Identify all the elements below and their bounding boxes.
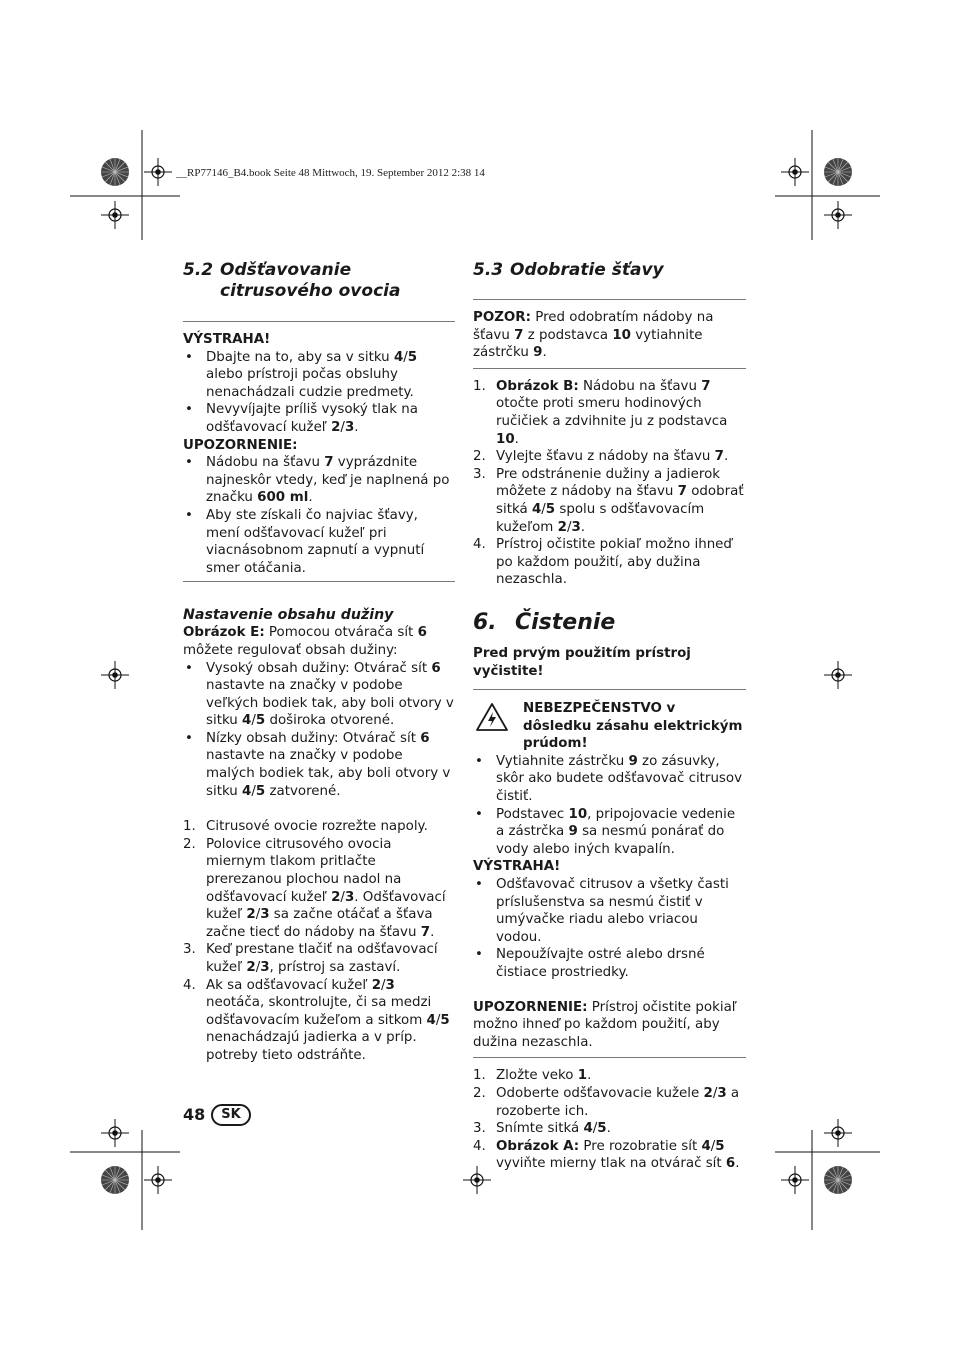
- section-6-heading: 6. Čistenie: [473, 609, 616, 635]
- list-item: • Dbajte na to, aby sa v sitku 4/5 alebo prístroji počas obsluhy nenachádzali cudzie predmety.: [183, 349, 455, 402]
- section-5-2-heading: 5.2 Odšťavovanie citrusového ovocia: [183, 260, 401, 301]
- list-item: 3. Pre odstránenie dužiny a jadierok môžete z nádoby na šťavu 7 odobrať sitká 4/5 spolu s odšťavovacím kužeľom 2/3.: [473, 466, 744, 535]
- list-item: • Aby ste získali čo najviac šťavy, mení odšťavovací kužeľ pri viacnásobnom zapnutí a vypnutí smer otáčania.: [183, 507, 455, 577]
- divider: [473, 689, 746, 690]
- left-column: [183, 258, 455, 1065]
- page-number: 48: [183, 1105, 206, 1124]
- steps-list: [183, 818, 455, 1064]
- language-badge: SK: [211, 1104, 251, 1126]
- list-item: • Nepoužívajte ostré alebo drsné čistiace prostriedky.: [473, 946, 746, 981]
- note-label: UPOZORNENIE:: [183, 437, 298, 453]
- warning-list: [183, 349, 455, 437]
- list-item: • Vysoký obsah dužiny: Otvárač sít 6 nastavte na značky v podobe veľkých bodiek tak, aby boli otvory v sitku 4/5 doširoka otvorené.: [183, 660, 455, 730]
- note-list: [183, 454, 455, 577]
- caution-paragraph: POZOR: Pred odobratím nádoby na šťavu 7 z podstavca 10 vytiahnite zástrčku 9.: [473, 310, 714, 361]
- warning-list: [473, 876, 746, 982]
- list-item: 4. Ak sa odšťavovací kužeľ 2/3 neotáča, skontrolujte, či sa medzi odšťavovacím kužeľom a sitkom 4/5 nenachádzajú jadierka a v príp. potreby tieto odstráňte.: [183, 977, 450, 1063]
- list-item: • Vytiahnite zástrčku 9 zo zásuvky, skôr ako budete odšťavovač citrusov čistiť.: [473, 753, 746, 806]
- list-item: 2. Polovice citrusového ovocia miernym tlakom pritlačte prerezanou plochou nadol na odšťavovací kužeľ 2/3. Odšťavovací kužeľ 2/3 sa začne otáčať a šťava začne tiecť do nádoby na šťavu 7.: [183, 836, 446, 940]
- first-use-note: Pred prvým použitím prístroj vyčistite!: [473, 645, 691, 679]
- right-column: [473, 258, 746, 1173]
- electric-shock-warning-icon: [475, 702, 509, 732]
- warning-label: VÝSTRAHA!: [183, 332, 271, 347]
- list-item: 3. Keď prestane tlačiť na odšťavovací kužeľ 2/3, prístroj sa zastaví.: [183, 942, 438, 975]
- danger-box: [473, 700, 746, 753]
- list-item: • Podstavec 10, pripojovacie vedenie a zástrčka 9 sa nesmú ponárať do vody alebo iných kvapalín.: [473, 806, 746, 859]
- subheading-pulp: Nastavenie obsahu dužiny: [183, 607, 394, 624]
- print-slug-line: __RP77146_B4.book Seite 48 Mittwoch, 19. September 2012 2:38 14: [176, 167, 485, 179]
- danger-label: NEBEZPEČENSTVO v dôsledku zásahu elektrickým prúdom!: [523, 701, 743, 752]
- list-item: • Odšťavovač citrusov a všetky časti príslušenstva sa nesmú čistiť v umývačke riadu alebo vriacou vodou.: [473, 876, 746, 946]
- divider: [183, 321, 455, 322]
- divider: [473, 368, 746, 369]
- list-item: • Nízky obsah dužiny: Otvárač sít 6 nastavte na značky v podobe malých bodiek tak, aby boli otvory v sitku 4/5 zatvorené.: [183, 730, 455, 800]
- list-item: 2. Odoberte odšťavovacie kužele 2/3 a rozoberte ich.: [473, 1085, 740, 1119]
- list-item: • Nevyvíjajte príliš vysoký tlak na odšťavovací kužeľ 2/3.: [183, 401, 455, 436]
- divider: [183, 581, 455, 582]
- divider: [473, 299, 746, 300]
- list-item: 4. Obrázok A: Pre rozobratie sít 4/5 vyviňte mierny tlak na otvárač sít 6.: [473, 1138, 740, 1172]
- list-item: 1. Obrázok B: Nádobu na šťavu 7 otočte proti smeru hodinových ručičiek a zdvihnite ju z podstavca 10.: [473, 378, 728, 447]
- list-item: 2. Vylejte šťavu z nádoby na šťavu 7.: [473, 449, 729, 465]
- section-5-3-heading: 5.3 Odobratie šťavy: [473, 260, 664, 280]
- warning-label: VÝSTRAHA!: [473, 859, 561, 875]
- list-item: 1. Citrusové ovocie rozrežte napoly.: [183, 819, 428, 835]
- danger-list: [473, 753, 746, 859]
- list-item: 3. Snímte sitká 4/5.: [473, 1121, 611, 1137]
- divider: [473, 1057, 746, 1058]
- cleaning-steps-list: [473, 1067, 746, 1173]
- pulp-intro: Obrázok E: Pomocou otvárača sít 6 môžete regulovať obsah dužiny:: [183, 625, 427, 658]
- list-item: 1. Zložte veko 1.: [473, 1068, 592, 1084]
- juice-steps-list: [473, 378, 746, 589]
- list-item: • Nádobu na šťavu 7 vyprázdnite najneskôr vtedy, keď je naplnená po značku 600 ml.: [183, 454, 455, 507]
- note-paragraph: UPOZORNENIE: Prístroj očistite pokiaľ možno ihneď po každom použití, aby dužina nezaschla.: [473, 999, 737, 1050]
- pulp-list: [183, 660, 455, 801]
- list-item: 4. Prístroj očistite pokiaľ možno ihneď po každom použití, aby dužina nezaschla.: [473, 537, 732, 588]
